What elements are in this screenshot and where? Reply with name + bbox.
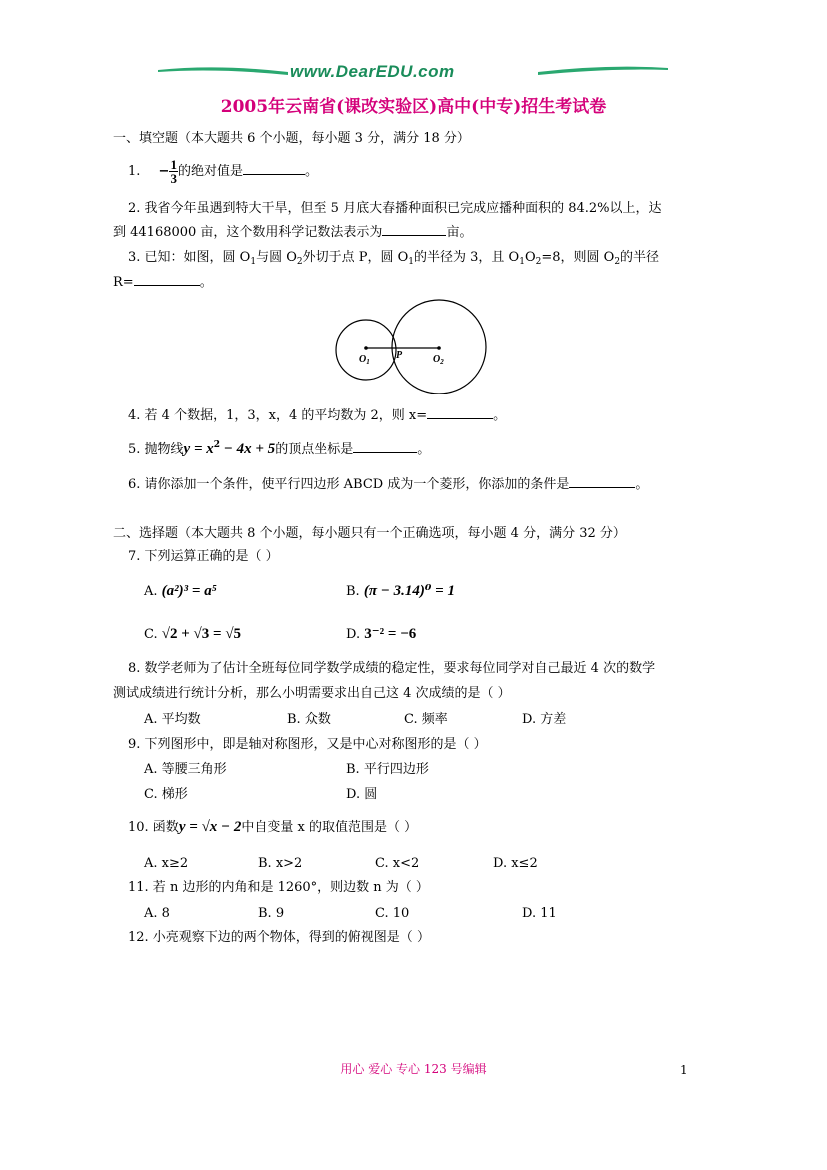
q8-option-a: A. 平均数 bbox=[144, 712, 201, 727]
q11-option-c: C. 10 bbox=[375, 906, 410, 921]
question-3-line2: R= 。 bbox=[113, 275, 213, 290]
label-o2: O bbox=[433, 354, 441, 365]
q9-option-d: D. 圆 bbox=[346, 787, 378, 802]
page-number: 1 bbox=[680, 1063, 688, 1077]
question-12-stem: 12. 小亮观察下边的两个物体，得到的俯视图是（ ） bbox=[128, 930, 430, 945]
circle-o1 bbox=[336, 320, 396, 380]
question-10-stem: 10. 函数y = √x − 2中自变量 x 的取值范围是（ ） bbox=[128, 819, 418, 835]
question-8-line1: 8. 数学老师为了估计全班每位同学数学成绩的稳定性，要求每位同学对自己最近 4 次的数学 bbox=[128, 661, 656, 676]
svg-text:O2: $O_2$ bbox=[433, 354, 444, 366]
q11-option-b: B. 9 bbox=[258, 906, 285, 921]
question-2-line1: 2. 我省今年虽遇到特大干旱，但至 5 月底大春播种面积已完成应播种面积的 84.2%以上，达 bbox=[128, 201, 662, 216]
q7-option-c: C. √2 + √3 = √5 bbox=[144, 626, 242, 642]
label-p: P bbox=[396, 350, 403, 361]
question-3-line1: 3. 已知：如图，圆 $O_1$与圆 $O_2$外切于点 P，圆 $O_1$的半径为 3，且 $O_1O_2=8$，则圆 $O_2$的半径 bbox=[128, 250, 660, 267]
question-1: 1. − $\frac{1}{3}$ 的绝对值是 。 bbox=[128, 157, 318, 186]
q9-option-b: B. 平行四边形 bbox=[346, 762, 429, 777]
q10-option-a: A. x≥2 bbox=[144, 856, 189, 871]
section-fill-heading: 一、填空题（本大题共 6 个小题，每小题 3 分，满分 18 分） bbox=[113, 131, 470, 146]
svg-text:O1: $O_1$ bbox=[359, 354, 370, 366]
q11-option-a: A. 8 bbox=[144, 906, 170, 921]
question-11-stem: 11. 若 n 边形的内角和是 1260°，则边数 n 为（ ） bbox=[128, 880, 429, 895]
q8-option-b: B. 众数 bbox=[287, 712, 331, 727]
tangent-circles-figure bbox=[330, 292, 492, 394]
q10-option-d: D. x≤2 bbox=[493, 856, 538, 871]
q8-option-c: C. 频率 bbox=[404, 712, 448, 727]
question-2-line2: 到 44168000 亩，这个数用科学记数法表示为 亩。 bbox=[113, 225, 473, 240]
question-6: 6. 请你添加一个条件，使平行四边形 ABCD 成为一个菱形，你添加的条件是 。 bbox=[128, 477, 649, 492]
q8-option-d: D. 方差 bbox=[522, 712, 567, 727]
q9-option-c: C. 梯形 bbox=[144, 787, 188, 802]
q10-option-b: B. x>2 bbox=[258, 856, 303, 871]
question-9-stem: 9. 下列图形中，即是轴对称图形，又是中心对称图形的是（ ） bbox=[128, 737, 487, 752]
q9-option-a: A. 等腰三角形 bbox=[144, 762, 227, 777]
label-o1: O bbox=[359, 354, 367, 365]
q7-option-b: B. (π − 3.14)⁰ = 1 bbox=[346, 583, 455, 599]
q7-option-d: D. 3⁻² = −6 bbox=[346, 626, 417, 642]
point-o1 bbox=[364, 346, 368, 350]
question-4: 4. 若 4 个数据，1，3，x，4 的平均数为 2，则 x= 。 bbox=[128, 408, 507, 423]
question-5: 5. 抛物线$y = x^2 - 4x + 5$的顶点坐标是 。 bbox=[128, 440, 431, 457]
section-choice-heading: 二、选择题（本大题共 8 个小题，每小题只有一个正确选项，每小题 4 分，满分 32 分） bbox=[113, 526, 626, 541]
site-url: www.DearEDU.com bbox=[290, 62, 455, 81]
question-8-line2: 测试成绩进行统计分析，那么小明需要求出自己这 4 次成绩的是（ ） bbox=[113, 686, 511, 701]
point-o2 bbox=[437, 346, 441, 350]
question-7-stem: 7. 下列运算正确的是（ ） bbox=[128, 549, 279, 564]
footer-text: 用心 爱心 专心 123 号编辑 bbox=[340, 1062, 487, 1076]
q7-option-a: A. (a²)³ = a⁵ bbox=[144, 583, 217, 599]
q10-option-c: C. x<2 bbox=[375, 856, 420, 871]
q11-option-d: D. 11 bbox=[522, 906, 557, 921]
exam-title: 2005年云南省(课改实验区)高中(中专)招生考试卷 bbox=[220, 97, 607, 117]
